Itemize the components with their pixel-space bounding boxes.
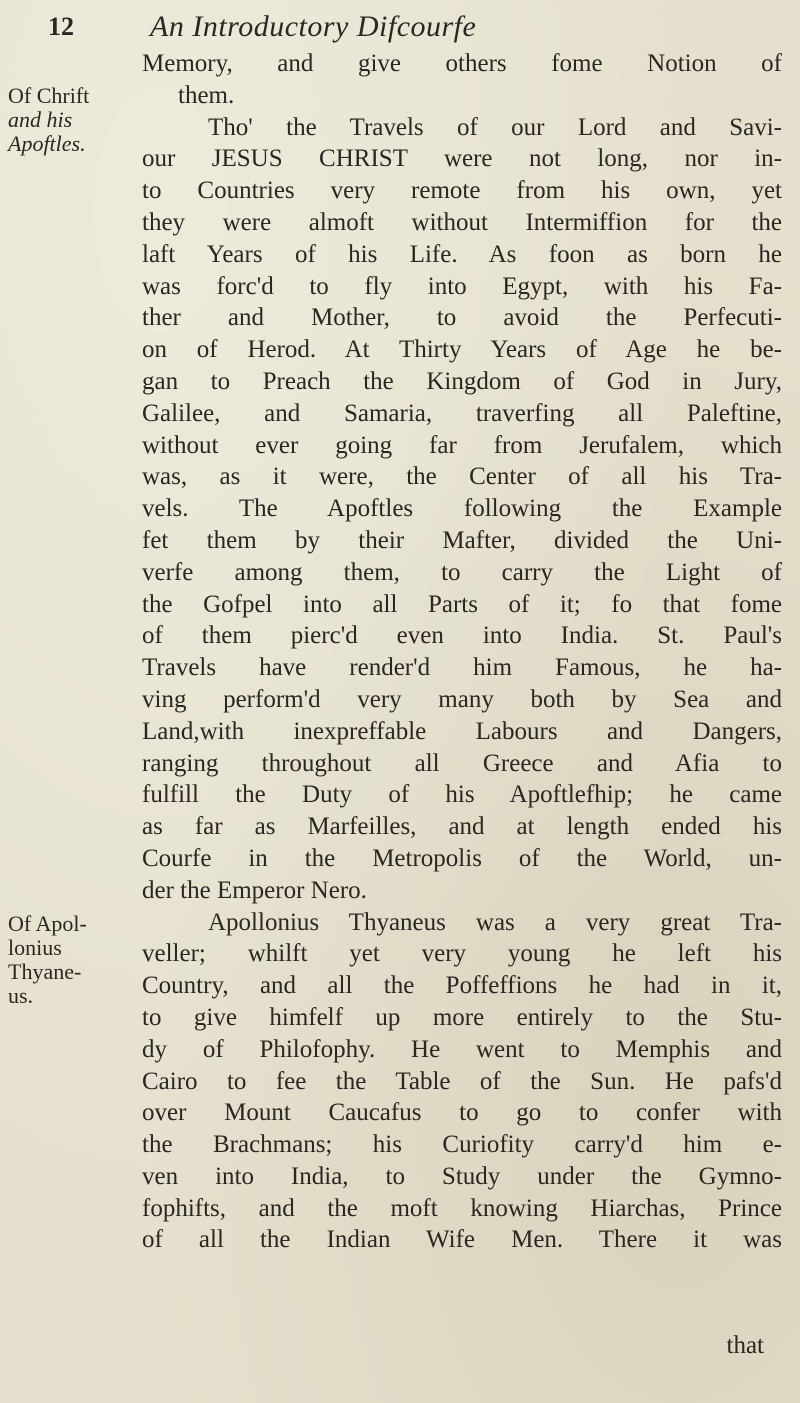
margin-note-line: Of Chrift (8, 83, 90, 108)
text-line: gan to Preach the Kingdom of God in Jury, (142, 367, 782, 395)
text-line: on of Herod. At Thirty Years of Age he be- (142, 336, 782, 364)
text-line: of them pierc'd even into India. St. Paul's (142, 622, 782, 650)
text-line: Tho' the Travels of our Lord and Savi- (208, 113, 782, 141)
text-line: they were almoft without Intermiffion for the (142, 208, 782, 236)
page-number: 12 (48, 12, 74, 41)
margin-note-line: Of Apol- (8, 911, 87, 936)
text-line: Courfe in the Metropolis of the World, un- (142, 844, 782, 872)
text-line: veller; whilft yet very young he left his (142, 940, 782, 968)
margin-note-apollonius (8, 912, 128, 1008)
text-line: vels. The Apoftles following the Example (142, 495, 782, 523)
text-line: the Brachmans; his Curiofity carry'd him e- (142, 1131, 782, 1159)
margin-note-line: us. (8, 983, 34, 1008)
text-line: our JESUS CHRIST were not long, nor in- (142, 145, 782, 173)
text-line: Galilee, and Samaria, traverfing all Paleftine, (142, 399, 782, 427)
text-line: ving perform'd very many both by Sea and (142, 685, 782, 713)
text-line: Apollonius Thyaneus was a very great Tra- (208, 908, 782, 936)
text-line: Travels have render'd him Famous, he ha- (142, 654, 782, 682)
body-text (142, 48, 782, 1256)
margin-note-line: Apoftles. (8, 131, 86, 156)
text-line: fulfill the Duty of his Apoftlefhip; he came (142, 781, 782, 809)
text-line: of all the Indian Wife Men. There it was (142, 1226, 782, 1254)
margin-note-line: and his (8, 107, 73, 132)
text-line: dy of Philofophy. He went to Memphis and (142, 1035, 782, 1063)
catchword: that (726, 1332, 764, 1359)
text-line: fet them by their Mafter, divided the Uni- (142, 526, 782, 554)
margin-note-christ-apostles (8, 84, 128, 156)
text-line: without ever going far from Jerufalem, which (142, 431, 782, 459)
text-line: fophifts, and the moft knowing Hiarchas, Prince (142, 1194, 782, 1222)
margin-note-line: Thyane- (8, 959, 82, 984)
text-line: to give himfelf up more entirely to the Stu- (142, 1003, 782, 1031)
text-line: Land,with inexpreffable Labours and Dangers, (142, 717, 782, 745)
text-line: ven into India, to Study under the Gymno- (142, 1162, 782, 1190)
text-line: verfe among them, to carry the Light of (142, 558, 782, 586)
text-line: Memory, and give others fome Notion of (142, 50, 782, 77)
running-head: An Introductory Difcourfe (150, 10, 477, 43)
text-line: Country, and all the Poffeffions he had in it, (142, 972, 782, 1000)
text-line: der the Emperor Nero. (142, 876, 367, 904)
text-line: laft Years of his Life. As foon as born he (142, 240, 782, 268)
text-line: was, as it were, the Center of all his Tra- (142, 463, 782, 491)
text-line: ther and Mother, to avoid the Perfecuti- (142, 304, 782, 332)
text-line: Cairo to fee the Table of the Sun. He pafs'd (142, 1067, 782, 1095)
text-line: the Gofpel into all Parts of it; fo that fome (142, 590, 782, 618)
text-line: over Mount Caucafus to go to confer with (142, 1099, 782, 1127)
text-line: ranging throughout all Greece and Afia to (142, 749, 782, 777)
text-line: as far as Marfeilles, and at length ended his (142, 813, 782, 841)
text-line: them. (178, 81, 235, 109)
page-header (0, 8, 800, 48)
margin-note-line: lonius (8, 935, 62, 960)
text-line: to Countries very remote from his own, yet (142, 177, 782, 205)
text-line: was forc'd to fly into Egypt, with his Fa- (142, 272, 782, 300)
